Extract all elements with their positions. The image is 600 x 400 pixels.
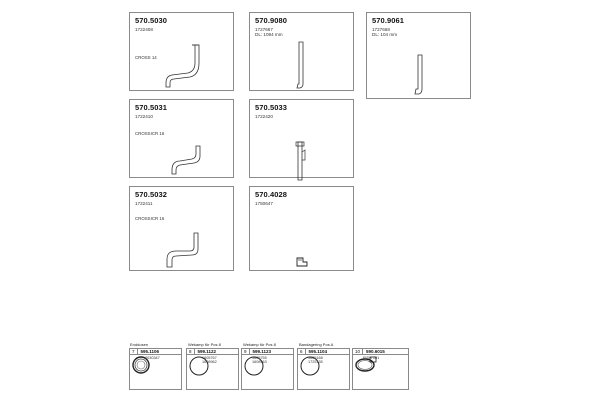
accessory-box[interactable] bbox=[186, 354, 239, 390]
part-note: CROSSICR 16 bbox=[135, 131, 165, 136]
exhaust-bend-pipe-drawing bbox=[170, 144, 220, 180]
part-card-570-4028[interactable] bbox=[249, 186, 354, 271]
part-number: 570.9080 bbox=[255, 16, 288, 25]
part-length: DL: 1094 mm bbox=[255, 32, 283, 38]
exhaust-tail-pipe-drawing bbox=[292, 40, 312, 90]
part-number: 570.5030 bbox=[135, 16, 168, 25]
accessory-number: 590.6015 bbox=[366, 349, 385, 354]
part-reference: 1722408 bbox=[135, 27, 153, 32]
part-note: CROSSICR 16 bbox=[135, 216, 165, 221]
part-card-570-5031[interactable] bbox=[129, 99, 234, 178]
accessory-reference bbox=[202, 356, 217, 365]
accessory-number: 599.1122 bbox=[197, 349, 217, 354]
accessory-category: Wekamp für Pos 8 bbox=[243, 342, 276, 347]
accessory-reference-line: 1605755 bbox=[252, 356, 267, 360]
accessory-reference-line: 1605767 bbox=[202, 356, 217, 360]
part-reference: 1722411 bbox=[135, 201, 153, 206]
part-number: 570.9061 bbox=[372, 16, 405, 25]
accessory-reference-line: 1608962 bbox=[202, 360, 217, 365]
accessory-number: 595.1106 bbox=[140, 349, 160, 354]
part-reference: 1750647 bbox=[255, 201, 273, 206]
accessory-number: 599.1123 bbox=[252, 349, 272, 354]
exhaust-tail-pipe-drawing bbox=[410, 53, 430, 99]
exhaust-bend-pipe-drawing bbox=[164, 231, 214, 271]
part-card-570-5033[interactable] bbox=[249, 99, 354, 178]
accessory-reference: 2030347 bbox=[145, 356, 160, 360]
accessory-category: Bandagering Pos A bbox=[299, 342, 334, 347]
accessory-reference bbox=[252, 356, 267, 365]
part-number: 570.5032 bbox=[135, 190, 168, 199]
exhaust-pipe-with-clamp-drawing bbox=[292, 136, 312, 186]
accessory-number: 595.1104 bbox=[308, 349, 328, 354]
accessory-category: Wekamp für Pos 8 bbox=[188, 342, 221, 347]
part-reference: 1722420 bbox=[255, 114, 273, 119]
part-reference-line: 1727667 bbox=[255, 27, 273, 32]
accessory-reference-line: 1608963 bbox=[252, 360, 267, 365]
accessory-index: 6 bbox=[298, 349, 306, 354]
accessory-box[interactable] bbox=[297, 354, 350, 390]
part-number: 570.5031 bbox=[135, 103, 168, 112]
part-card-570-5030[interactable] bbox=[129, 12, 234, 91]
part-number: 570.4028 bbox=[255, 190, 288, 199]
exhaust-bend-pipe-drawing bbox=[162, 41, 222, 91]
accessory-index: 7 bbox=[130, 349, 138, 354]
accessory-reference-line: 1725135 bbox=[308, 360, 323, 365]
accessory-index: 9 bbox=[242, 349, 250, 354]
accessory-box[interactable] bbox=[241, 354, 294, 390]
part-reference: 1722410 bbox=[135, 114, 153, 119]
part-reference bbox=[372, 27, 397, 37]
part-note: CROSS 14 bbox=[135, 55, 157, 60]
part-card-570-5032[interactable] bbox=[129, 186, 234, 271]
accessory-category: Enddosen bbox=[130, 342, 149, 347]
accessory-reference: PIDS 101 bbox=[363, 356, 380, 360]
part-number: 570.5033 bbox=[255, 103, 288, 112]
accessory-reference bbox=[308, 356, 323, 365]
accessory-box[interactable] bbox=[352, 354, 409, 390]
accessory-reference-line: 1625168 bbox=[308, 356, 323, 360]
part-reference bbox=[255, 27, 283, 37]
accessory-box[interactable] bbox=[129, 354, 182, 390]
part-length: DL: 104 mm bbox=[372, 32, 398, 38]
part-reference-line: 1727668 bbox=[372, 27, 390, 32]
accessory-index: 10 bbox=[353, 349, 363, 354]
part-card-570-9080[interactable] bbox=[249, 12, 354, 91]
part-card-570-9061[interactable] bbox=[366, 12, 471, 99]
accessory-index: 8 bbox=[187, 349, 195, 354]
clamp-bracket-drawing bbox=[295, 256, 309, 268]
